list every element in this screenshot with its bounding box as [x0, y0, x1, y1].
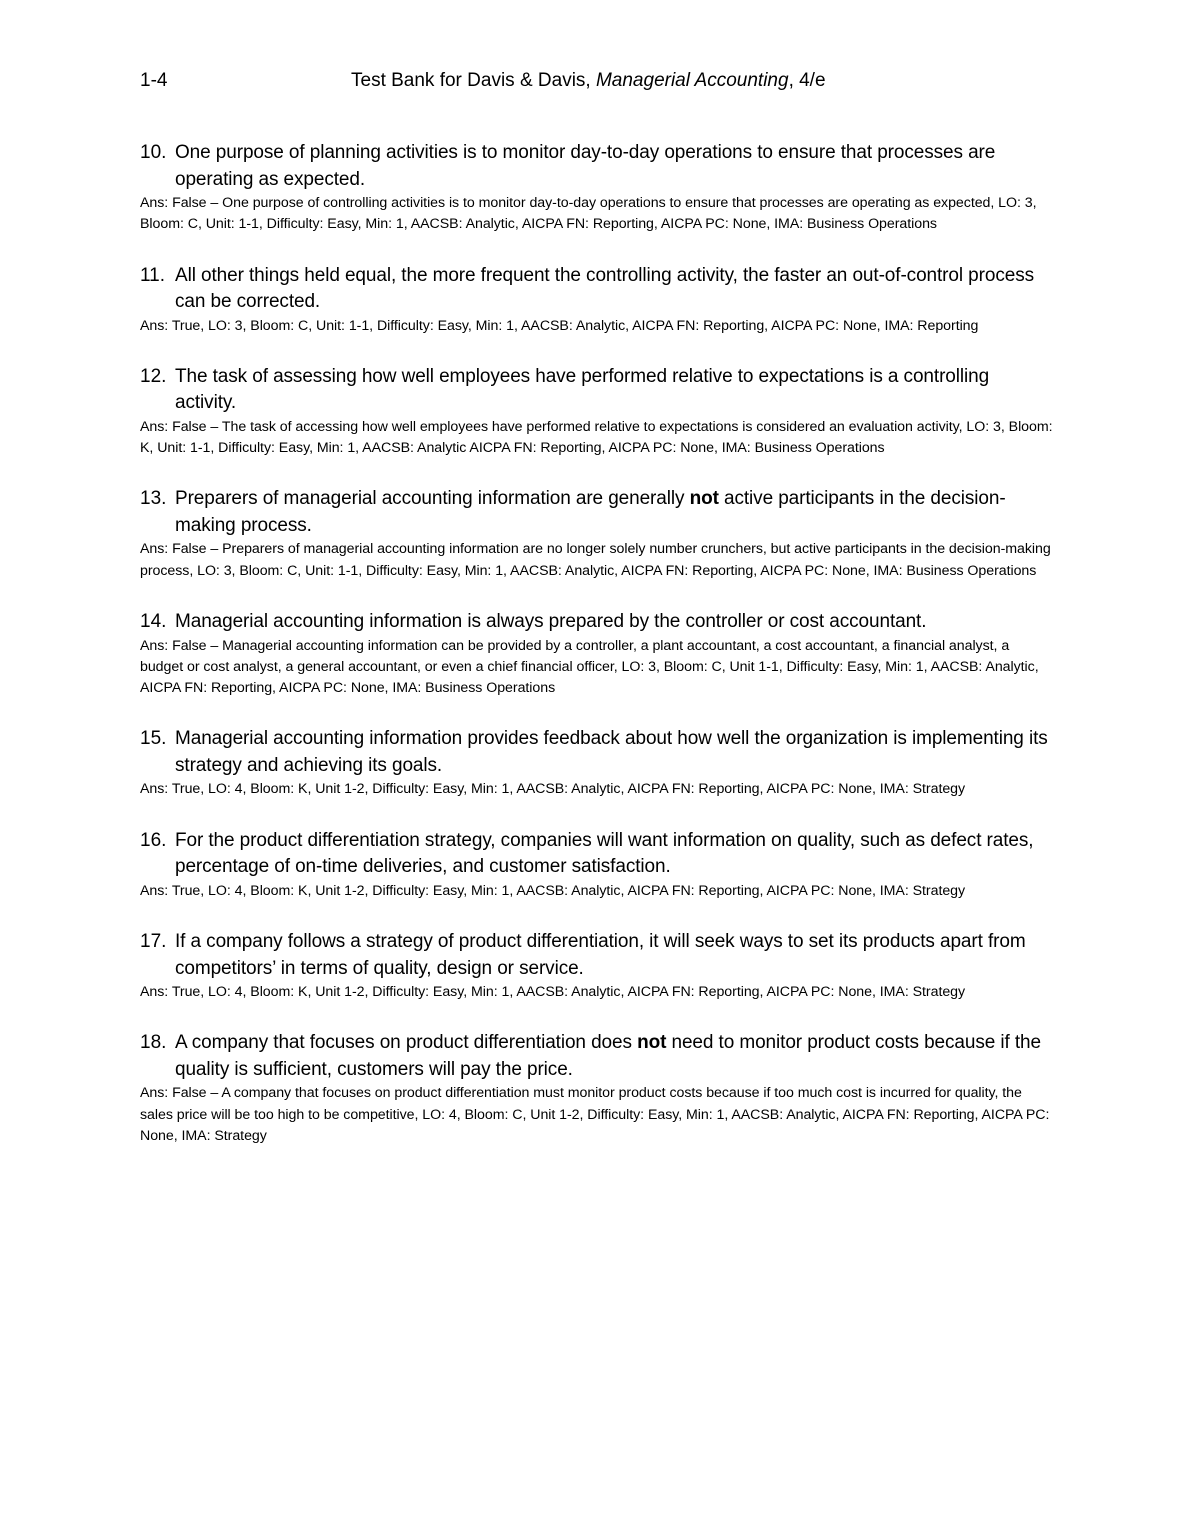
question-item [140, 929, 1055, 1003]
answer-text: Ans: True, LO: 4, Bloom: K, Unit 1-2, Difficulty: Easy, Min: 1, AACSB: Analytic, AICPA FN: Reporting, AICPA PC: None, IMA: Strategy [140, 781, 966, 798]
question-number: 14. [140, 611, 167, 633]
question-text-start: A company that focuses on product differentiation does [175, 1032, 638, 1054]
answer-text: Ans: True, LO: 4, Bloom: K, Unit 1-2, Difficulty: Easy, Min: 1, AACSB: Analytic, AICPA FN: Reporting, AICPA PC: None, IMA: Strategy [140, 984, 966, 1001]
question-number: 13. [140, 488, 167, 510]
header-title [351, 70, 826, 92]
question-item [140, 726, 1055, 800]
question-item [140, 828, 1055, 902]
header-title-book: Managerial Accounting [595, 70, 789, 91]
page-header [140, 70, 1050, 98]
answer-text: Ans: True, LO: 3, Bloom: C, Unit: 1-1, Difficulty: Easy, Min: 1, AACSB: Analytic, AICPA FN: Reporting, AICPA PC: None, IMA: Reporting [140, 317, 979, 334]
header-title-prefix: Test Bank for Davis & Davis, [351, 70, 596, 91]
question-item [140, 263, 1055, 337]
question-number: 12. [140, 365, 167, 387]
question-text [175, 1030, 1055, 1083]
answer-text: Ans: False – A company that focuses on product differentiation must monitor product costs because if too much cost is incurred for quality, the sales price will be too high to be competitive, LO: 4, Bloom: C, Unit 1-2, Difficulty: Easy, Min: 1, AACSB: Analytic, AICPA FN: Reporting, AICPA PC: None, IMA: Strategy [140, 1085, 1050, 1144]
answer-text: Ans: True, LO: 4, Bloom: K, Unit 1-2, Difficulty: Easy, Min: 1, AACSB: Analytic, AICPA FN: Reporting, AICPA PC: None, IMA: Strategy [140, 882, 966, 899]
question-number: 16. [140, 829, 167, 851]
question-number: 18. [140, 1032, 167, 1054]
question-number: 11. [140, 264, 166, 286]
question-number: 15. [140, 728, 167, 750]
question-item [140, 1030, 1055, 1147]
answer-text: Ans: False – The task of accessing how well employees have performed relative to expectations is considered an evaluation activity, LO: 3, Bloom: K, Unit: 1-1, Difficulty: Easy, Min: 1, AACSB: Analytic AICPA FN: Reporting, AICPA PC: None, IMA: Business Operations [140, 418, 1053, 457]
question-text [175, 486, 1055, 539]
question-text: Managerial accounting information provides feedback about how well the organization is implementing its strategy and achieving its goals. [175, 728, 1048, 776]
question-item [140, 140, 1055, 236]
question-number: 17. [140, 931, 167, 953]
question-item [140, 364, 1055, 460]
page-number: 1-4 [140, 70, 168, 91]
question-text-end: need to monitor product costs because if the quality is sufficient, customers will pay the price. [175, 1032, 1041, 1080]
question-item [140, 609, 1055, 699]
question-text: The task of assessing how well employees have performed relative to expectations is a controlling activity. [175, 365, 990, 414]
question-text: For the product differentiation strategy, companies will want information on quality, such as defect rates, percentage of on-time deliveries, and customer satisfaction. [175, 829, 1034, 878]
answer-text: Ans: False – Managerial accounting information can be provided by a controller, a plant accountant, a cost accountant, a financial analyst, a budget or cost analyst, a general accountant, or even a chief financial officer, LO: 3, Bloom: C, Unit 1-1, Difficulty: Easy, Min: 1, AACSB: Analytic, AICPA FN: Reporting, AICPA PC: None, IMA: Business Operations [140, 637, 1039, 697]
question-item [140, 486, 1055, 582]
question-number: 10. [140, 142, 167, 163]
emphasis-not: not [689, 488, 719, 510]
question-text-start: Preparers of managerial accounting information are generally [175, 488, 690, 510]
answer-text: Ans: False – One purpose of controlling activities is to monitor day-to-day operations to ensure that processes are operating as expected, LO: 3, Bloom: C, Unit: 1-1, Difficulty: Easy, Min: 1, AACSB: Analytic, AICPA FN: Reporting, AICPA PC: None, IMA: Business Operations [140, 195, 1037, 233]
question-text: If a company follows a strategy of product differentiation, it will seek ways to set its products apart from competitors’ in terms of quality, design or service. [175, 931, 1026, 979]
question-text-end: active participants in the decision-making process. [175, 488, 1006, 536]
emphasis-not: not [637, 1032, 667, 1054]
question-text: Managerial accounting information is always prepared by the controller or cost accountant. [175, 611, 927, 633]
question-text: One purpose of planning activities is to monitor day-to-day operations to ensure that processes are operating as expected. [175, 142, 996, 190]
question-list [140, 140, 1055, 1174]
question-text: All other things held equal, the more frequent the controlling activity, the faster an out-of-control process can be corrected. [175, 264, 1035, 313]
header-title-edition: , 4/e [788, 70, 826, 91]
answer-text: Ans: False – Preparers of managerial accounting information are no longer solely number crunchers, but active participants in the decision-making process, LO: 3, Bloom: C, Unit: 1-1, Difficulty: Easy, Min: 1, AACSB: Analytic, AICPA FN: Reporting, AICPA PC: None, IMA: Business Operations [140, 541, 1051, 579]
